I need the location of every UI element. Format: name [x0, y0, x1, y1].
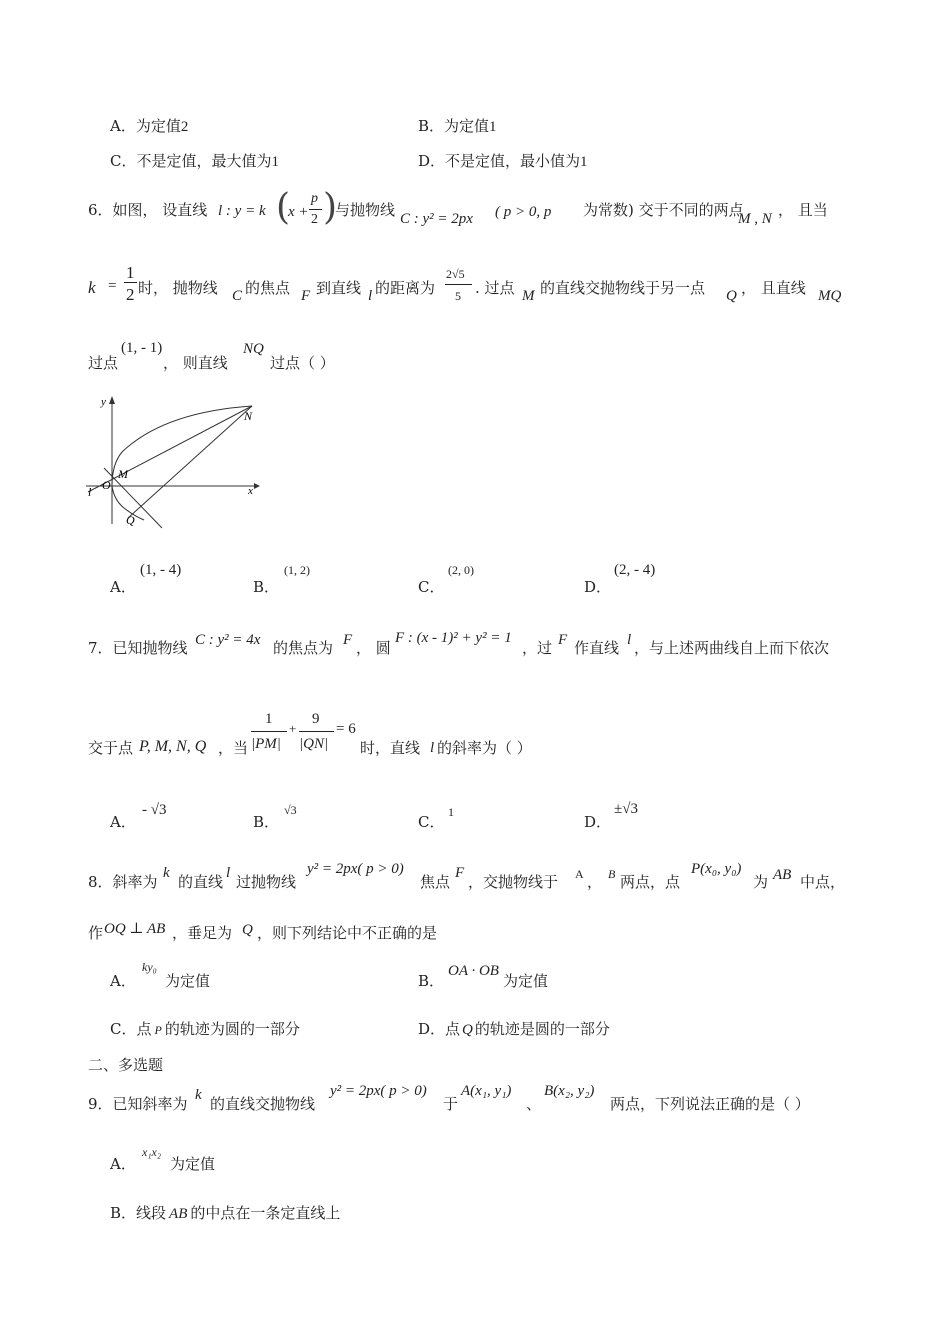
- q6-option-d[interactable]: [584, 580, 611, 595]
- q5-option-d[interactable]: [418, 154, 588, 170]
- q8-text-10: 作: [88, 924, 104, 942]
- q8-option-a-value: ky₀: [142, 960, 157, 974]
- q9-text-4: 、: [526, 1095, 542, 1113]
- q5-option-d-value: 1: [580, 154, 588, 170]
- q8-k: k: [163, 865, 170, 881]
- q8-option-c-text: 的轨迹为圆的一部分: [164, 1020, 300, 1038]
- q8-text-7: 两点，点: [620, 873, 681, 891]
- q7-text-9: 时，直线: [360, 739, 421, 757]
- q8-option-d-text: 的轨迹是圆的一部分: [474, 1020, 610, 1038]
- q8-text-11: ，垂足为: [172, 924, 233, 942]
- q7-circle: F : (x - 1)² + y² = 1: [395, 630, 512, 646]
- q7-option-d-label: D．: [584, 813, 612, 831]
- q7-text-5: 作直线: [574, 639, 620, 657]
- q8-option-d-value: Q: [462, 1022, 473, 1038]
- q7-option-c[interactable]: [418, 815, 444, 830]
- q9-k: k: [195, 1087, 202, 1103]
- q9-option-a-value: x₁x₂: [142, 1145, 161, 1159]
- q8-l: l: [226, 865, 231, 881]
- q7-option-c-value: 1: [448, 805, 454, 819]
- q8-text-3: 过抛物线: [236, 873, 297, 891]
- q9-parabola: y² = 2px( p > 0): [330, 1083, 427, 1099]
- q7-points: P, M, N, Q: [139, 738, 207, 755]
- q6-text-4: ， 且当: [778, 201, 828, 219]
- q6-text-3: 为常数) 交于不同的两点: [583, 201, 744, 219]
- q6-line-arg: x +: [288, 204, 309, 220]
- q8-text-6: ，: [587, 873, 603, 891]
- q6-option-d-label: D．: [584, 578, 612, 596]
- q7-l2: l: [430, 740, 435, 756]
- q6-option-c-value: (2, 0): [448, 563, 474, 577]
- q6-option-a-label: A．: [110, 578, 136, 596]
- q6-text-10: 的直线交抛物线于另一点: [540, 279, 706, 297]
- section-heading: 二、多选题: [88, 1056, 164, 1074]
- q6-text-13: ， 则直线: [163, 354, 228, 372]
- q5-option-b-label: B．为定值: [418, 117, 490, 135]
- q7-f2-bar: [299, 731, 334, 732]
- q5-option-b[interactable]: [418, 119, 497, 135]
- q7-option-d[interactable]: [584, 815, 611, 830]
- q6-l: l: [368, 288, 373, 304]
- q6-option-b-value: (1, 2): [284, 563, 310, 577]
- q8-a: A: [575, 867, 584, 881]
- q7-parabola: C : y² = 4x: [195, 632, 261, 648]
- q8-option-a-label: A．: [110, 972, 136, 990]
- q5-option-c-label: C．不是定值，最大值为: [110, 152, 272, 170]
- q6-paren-left: (: [276, 187, 291, 228]
- fig-label-l: l: [88, 485, 92, 499]
- q8-option-a-text: 为定值: [165, 972, 211, 990]
- q6-condition: ( p > 0, p: [495, 204, 552, 220]
- q8-option-b-value: OA · OB: [448, 963, 499, 979]
- q7-f: F: [343, 632, 353, 648]
- q8-option-b[interactable]: [418, 974, 444, 989]
- q7-text-4: ，过: [522, 639, 553, 657]
- q7-f1-n: 1: [265, 711, 273, 727]
- q9-text-1: 9．已知斜率为: [88, 1095, 188, 1113]
- q5-option-a[interactable]: [110, 119, 188, 135]
- fig-label-m: M: [118, 467, 128, 481]
- q7-f1-d: |PM|: [251, 736, 281, 752]
- q9-option-a-label: A．: [110, 1155, 136, 1173]
- q6-eq: =: [108, 278, 117, 294]
- q9-text-2: 的直线交抛物线: [210, 1095, 316, 1113]
- q6-option-c-label: C．: [418, 578, 445, 596]
- q6-option-c[interactable]: [418, 580, 444, 595]
- q7-f2: F: [558, 632, 568, 648]
- q5-option-c-value: 1: [271, 154, 279, 170]
- line-nq: [128, 406, 252, 518]
- fig-label-x: x: [248, 485, 253, 497]
- q8-text-2: 的直线: [178, 873, 224, 891]
- q7-option-a-value: - √3: [142, 802, 167, 818]
- q9-option-b-label: B．线段: [110, 1204, 167, 1222]
- q6-text-7: 到直线: [316, 279, 362, 297]
- q7-option-a[interactable]: [110, 815, 136, 830]
- q6-text-2: 与抛物线: [335, 201, 396, 219]
- q5-option-a-value: 2: [180, 119, 189, 135]
- q8-option-c-label: C．点: [110, 1020, 152, 1038]
- q7-plus: +: [289, 721, 297, 736]
- q6-m: M: [522, 288, 535, 304]
- q6-text-11: ， 且直线: [741, 279, 806, 297]
- q8-option-c-value: P: [154, 1023, 162, 1037]
- q7-text-6: ，与上述两曲线自上而下依次: [634, 639, 830, 657]
- q9-b: B(x₂, y₂): [544, 1083, 595, 1099]
- q6-line-eq: l : y = k: [218, 203, 266, 219]
- q8-parabola: y² = 2px( p > 0): [307, 861, 404, 877]
- q8-text-4: 焦点: [420, 873, 451, 891]
- q9-a: A(x₁, y₁): [461, 1083, 512, 1099]
- parabola-upper: [112, 406, 252, 486]
- q5-option-c[interactable]: [110, 154, 279, 170]
- q6-text-1: 6．如图， 设直线: [88, 201, 208, 219]
- q7-f1-bar: [251, 731, 287, 732]
- q6-half-n: 1: [126, 263, 135, 282]
- q6-p: p: [311, 191, 318, 206]
- q5-option-a-label: A．为定值: [110, 117, 181, 135]
- q6-parabola: C : y² = 2px: [400, 211, 473, 227]
- q6-dist-d: 5: [455, 289, 461, 303]
- q6-text-6: 的焦点: [245, 279, 291, 297]
- q7-l: l: [627, 632, 632, 648]
- q8-p: P(x₀, y₀): [691, 861, 742, 877]
- q6-half-d: 2: [126, 285, 135, 304]
- fig-label-q: Q: [126, 513, 135, 527]
- q6-two: 2: [311, 212, 318, 227]
- q6-dist-bar: [445, 284, 472, 285]
- q6-mq: MQ: [818, 288, 842, 304]
- q8-text-12: ，则下列结论中不正确的是: [257, 924, 438, 942]
- q7-option-b[interactable]: [253, 815, 279, 830]
- q8-f: F: [455, 865, 465, 881]
- q8-text-5: ，交抛物线于: [468, 873, 559, 891]
- q6-half-bar: [124, 282, 137, 283]
- q8-option-b-label: B．: [418, 972, 445, 990]
- q7-text-10: 的斜率为（ ）: [437, 739, 532, 757]
- q7-text-3: ， 圆: [356, 639, 391, 657]
- q8-b: B: [608, 867, 616, 881]
- fig-label-o: O: [102, 478, 111, 492]
- fig-label-y: y: [101, 396, 106, 408]
- q6-option-a[interactable]: [110, 580, 136, 595]
- q6-text-8: 的距离为: [375, 279, 436, 297]
- q6-option-b-label: B．: [253, 578, 280, 596]
- q6-dist-n: 2√5: [446, 267, 465, 281]
- q9-text-3: 于: [443, 1095, 459, 1113]
- q6-f: F: [301, 288, 311, 304]
- q5-option-b-value: 1: [489, 119, 497, 135]
- q6-q: Q: [726, 288, 737, 304]
- q9-option-a-text: 为定值: [170, 1155, 216, 1173]
- q7-option-a-label: A．: [110, 813, 136, 831]
- q5-option-d-label: D．不是定值，最小值为: [418, 152, 581, 170]
- q6-text-12: 过点: [88, 354, 119, 372]
- q7-option-d-value: ±√3: [614, 801, 638, 817]
- q6-option-b[interactable]: [253, 580, 279, 595]
- q8-text-8: 为: [753, 873, 769, 891]
- q8-option-a[interactable]: [110, 974, 136, 989]
- q7-option-b-label: B．: [253, 813, 280, 831]
- fig-label-n: N: [244, 409, 253, 423]
- q9-option-b-text: 的中点在一条定直线上: [190, 1204, 341, 1222]
- q8-option-b-text: 为定值: [503, 972, 549, 990]
- y-axis-arrow-icon: [109, 396, 115, 404]
- q7-option-c-label: C．: [418, 813, 445, 831]
- q6-c: C: [232, 288, 243, 304]
- q8-q: Q: [242, 922, 253, 938]
- q8-option-c[interactable]: [110, 1022, 300, 1037]
- q6-text-5: 时， 抛物线: [138, 279, 218, 297]
- q6-text-9: . 过点: [475, 279, 515, 297]
- q6-k: k: [88, 278, 96, 297]
- q6-option-d-value: (2, - 4): [614, 562, 656, 578]
- q8-text-9: 中点，: [800, 873, 846, 891]
- line-l: [88, 406, 252, 492]
- q7-option-b-value: √3: [284, 803, 297, 817]
- q7-text-7: 交于点: [88, 739, 134, 757]
- q8-option-d-label: D．点: [418, 1020, 461, 1038]
- q7-f2-d: |QN|: [299, 736, 329, 752]
- q8-option-d[interactable]: [418, 1022, 610, 1038]
- q6-frac-bar: [309, 209, 322, 210]
- q9-text-5: 两点，下列说法正确的是（ ）: [610, 1095, 810, 1113]
- q8-perp: OQ ⊥ AB: [104, 921, 166, 937]
- q7-f2-n: 9: [312, 711, 320, 727]
- q8-ab: AB: [773, 867, 792, 883]
- x-axis-arrow-icon: [254, 483, 260, 489]
- q7-eq: = 6: [336, 721, 356, 737]
- q8-text-1: 8．斜率为: [88, 873, 158, 891]
- q7-text-2: 的焦点为: [273, 639, 334, 657]
- q6-points-mn: M , N: [738, 211, 772, 227]
- q6-paren-right: ): [323, 187, 338, 228]
- q9-option-b-value: AB: [169, 1206, 188, 1222]
- q9-option-a[interactable]: [110, 1157, 136, 1172]
- q7-text-1: 7．已知抛物线: [88, 639, 188, 657]
- q6-option-a-value: (1, - 4): [140, 562, 182, 578]
- q6-text-14: 过点（ ）: [270, 354, 335, 372]
- q9-option-b[interactable]: [110, 1206, 340, 1222]
- q6-figure: [84, 392, 268, 532]
- q6-nq: NQ: [243, 341, 264, 357]
- q7-text-8: ，当: [218, 739, 249, 757]
- q6-point: (1, - 1): [121, 340, 163, 356]
